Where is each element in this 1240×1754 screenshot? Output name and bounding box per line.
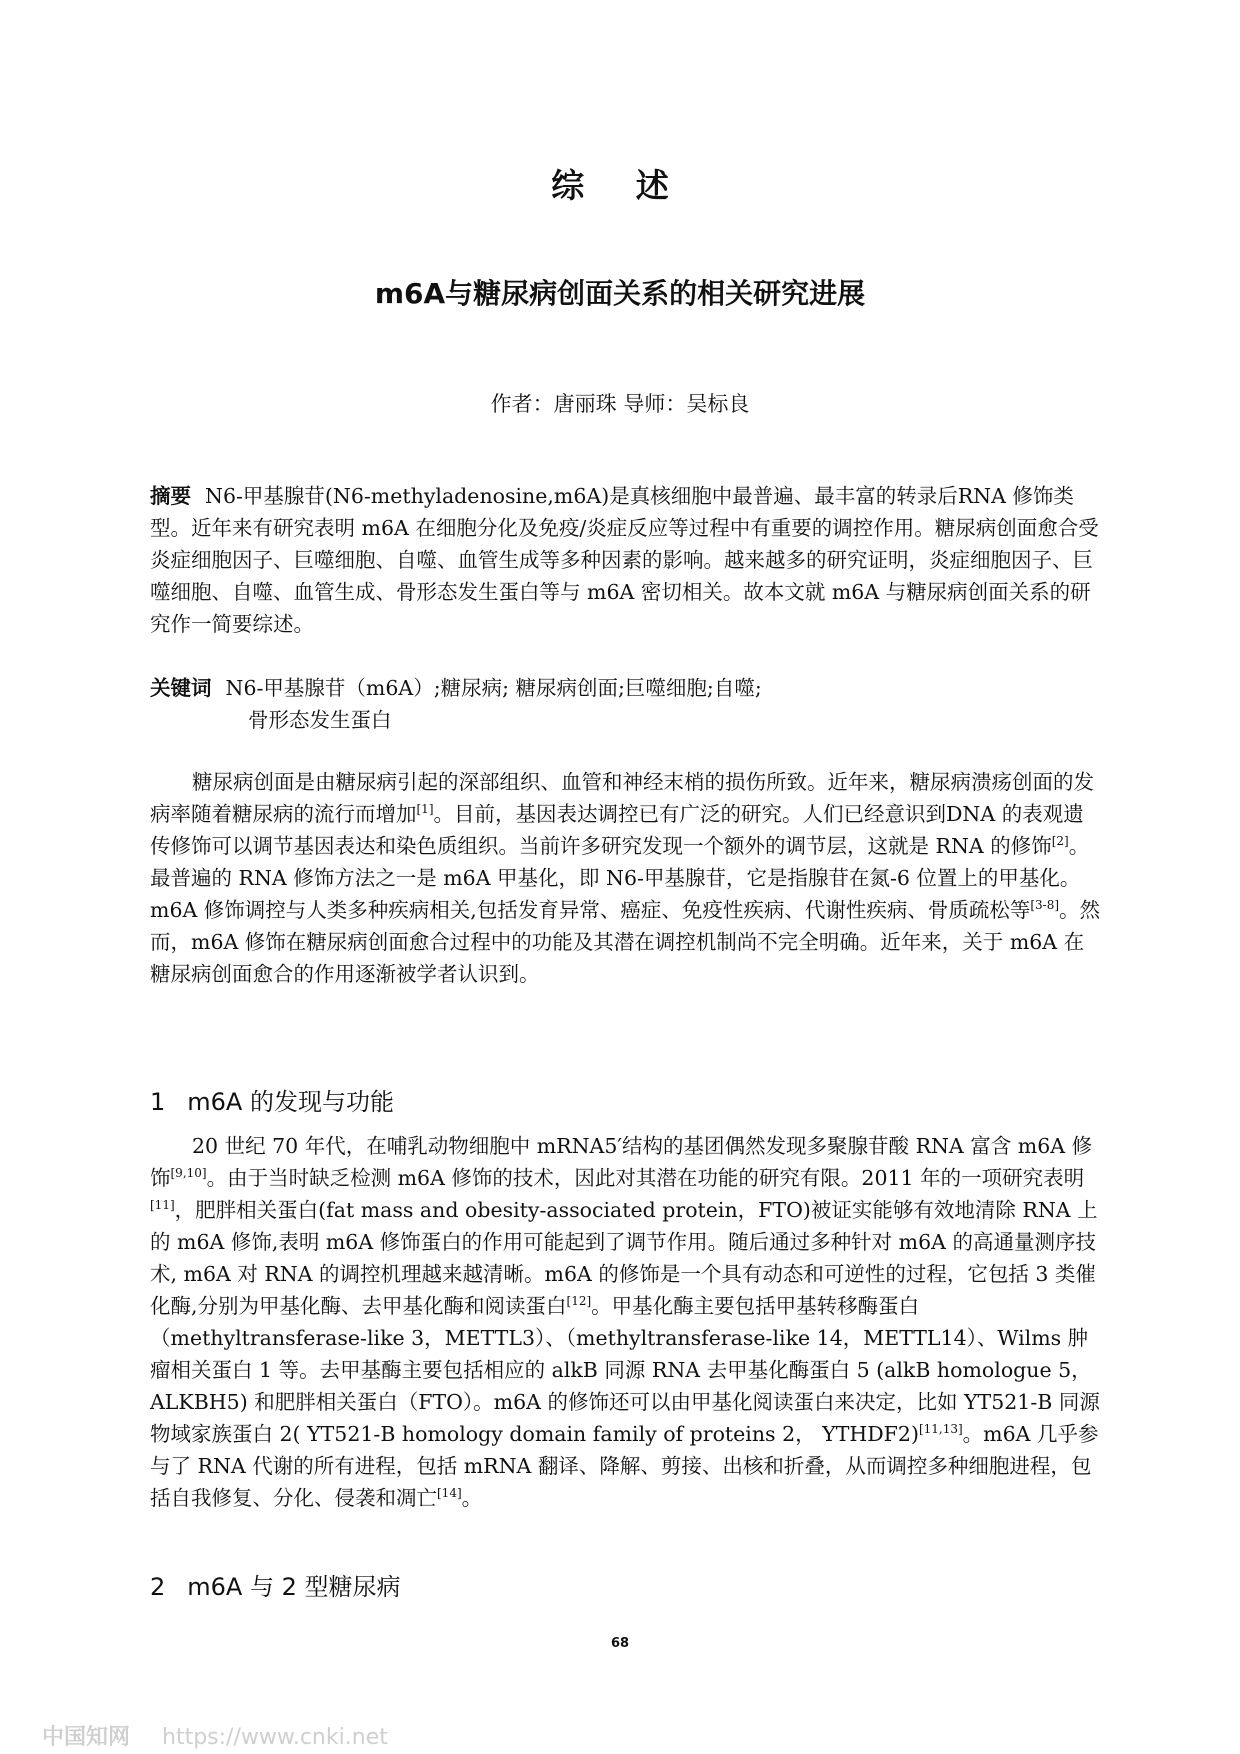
- watermark-url: https://www.cnki.net: [162, 1725, 388, 1750]
- citation: [11,13]: [918, 1422, 963, 1437]
- keywords-line-1: N6-甲基腺苷（m6A）;糖尿病; 糖尿病创面;巨噬细胞;自噬;: [225, 676, 762, 700]
- watermark: [42, 1720, 388, 1751]
- section-1-heading: [150, 1082, 394, 1117]
- abstract-text: N6-甲基腺苷(N6-methyladenosine,m6A)是真核细胞中最普遍、最丰富的转录后RNA 修饰类型。近年来有研究表明 m6A 在细胞分化及免疫/炎症反应等过程中有重要的调控作用。糖尿病创面愈合受炎症细胞因子、巨噬细胞、自噬、血管生成等多种因素的影响。越来越多的研究证明，炎症细胞因子、巨噬细胞、自噬、血管生成、骨形态发生蛋白等与 m6A 密切相关。故本文就 m6A 与糖尿病创面关系的研究作一简要综述。: [150, 484, 1099, 636]
- watermark-brand: 中国知网: [42, 1725, 131, 1750]
- section-heading: 综 述: [551, 166, 689, 205]
- section-2-number: 2: [150, 1573, 166, 1601]
- citation: [2]: [1051, 834, 1069, 849]
- sec1-text-2: 。由于当时缺乏检测 m6A 修饰的技术，因此对其潜在功能的研究有限。2011 年的一项研究表明: [206, 1166, 1085, 1190]
- citation: [11]: [150, 1198, 175, 1213]
- keywords-label: 关键词: [150, 676, 212, 700]
- sec1-text-5: 。m6A 几乎参与了 RNA 代谢的所有进程，包括 mRNA 翻译、降解、剪接、出核和折叠，从而调控多种细胞进程，包括自我修复、分化、侵袭和凋亡: [150, 1422, 1099, 1510]
- intro-text-3: 。最普遍的 RNA 修饰方法之一是 m6A 甲基化，即 N6-甲基腺苷，它是指腺苷在氮-6 位置上的甲基化。m6A 修饰调控与人类多种疾病相关,包括发育异常、癌症、免疫性疾病、代谢性疾病、骨质疏松等: [150, 834, 1090, 922]
- intro-paragraph: [150, 766, 1100, 990]
- section-1-paragraph: [150, 1130, 1100, 1514]
- intro-text-2: 。目前，基因表达调控已有广泛的研究。人们已经意识到DNA 的表观遗传修饰可以调节基因表达和染色质组织。当前许多研究发现一个额外的调节层，这就是 RNA 的修饰: [150, 802, 1084, 858]
- section-1-title: m6A 的发现与功能: [187, 1088, 394, 1116]
- citation: [1]: [416, 802, 434, 817]
- sec1-text-4: 。甲基化酶主要包括甲基转移酶蛋白（methyltransferase-like 3，METTL3）、（methyltransferase-like 14，METTL14）、Wilms 肿瘤相关蛋白 1 等。去甲基酶主要包括相应的 alkB 同源 RNA 去甲基化酶蛋白 5 (alkB homologue 5，ALKBH5) 和肥胖相关蛋白（FTO）。m6A 的修饰还可以由甲基化阅读蛋白来决定，比如 YT521-B 同源物域家族蛋白 2( YT521-B homology domain family of proteins 2， YTHDF2): [150, 1294, 1100, 1446]
- page-number: 68: [610, 1636, 630, 1651]
- section-2-heading: [150, 1567, 401, 1602]
- citation: [12]: [566, 1294, 592, 1309]
- authors-line: 作者：唐丽珠 导师：吴标良: [490, 392, 750, 416]
- keywords: [150, 672, 1100, 736]
- paper-title: m6A与糖尿病创面关系的相关研究进展: [374, 277, 866, 310]
- section-2-title: m6A 与 2 型糖尿病: [187, 1573, 401, 1601]
- intro-text-4: 。然而，m6A 修饰在糖尿病创面愈合过程中的功能及其潜在调控机制尚不完全明确。近年来，关于 m6A 在糖尿病创面愈合的作用逐渐被学者认识到。: [150, 898, 1101, 986]
- sec1-text-3: ，肥胖相关蛋白(fat mass and obesity-associated protein，FTO)被证实能够有效地清除 RNA 上的 m6A 修饰,表明 m6A 修饰蛋白的作用可能起到了调节作用。随后通过多种针对 m6A 的高通量测序技术, m6A 对 RNA 的调控机理越来越清晰。m6A 的修饰是一个具有动态和可逆性的过程，它包括 3 类催化酶,分别为甲基化酶、去甲基化酶和阅读蛋白: [150, 1198, 1098, 1318]
- intro-text-1: 糖尿病创面是由糖尿病引起的深部组织、血管和神经末梢的损伤所致。近年来，糖尿病溃疡创面的发病率随着糖尿病的流行而增加: [150, 770, 1094, 826]
- section-1-number: 1: [150, 1088, 166, 1116]
- citation: [14]: [437, 1486, 462, 1501]
- citation: [9,10]: [170, 1166, 207, 1181]
- keywords-line-2: 骨形态发生蛋白: [248, 708, 392, 732]
- citation: [3-8]: [1030, 898, 1060, 913]
- abstract-label: 摘要: [150, 484, 191, 508]
- abstract: [150, 480, 1100, 640]
- sec1-text-6: 。: [461, 1486, 483, 1510]
- sec1-text-1: 20 世纪 70 年代，在哺乳动物细胞中 mRNA5′结构的基团偶然发现多聚腺苷酸 RNA 富含 m6A 修饰: [150, 1134, 1093, 1190]
